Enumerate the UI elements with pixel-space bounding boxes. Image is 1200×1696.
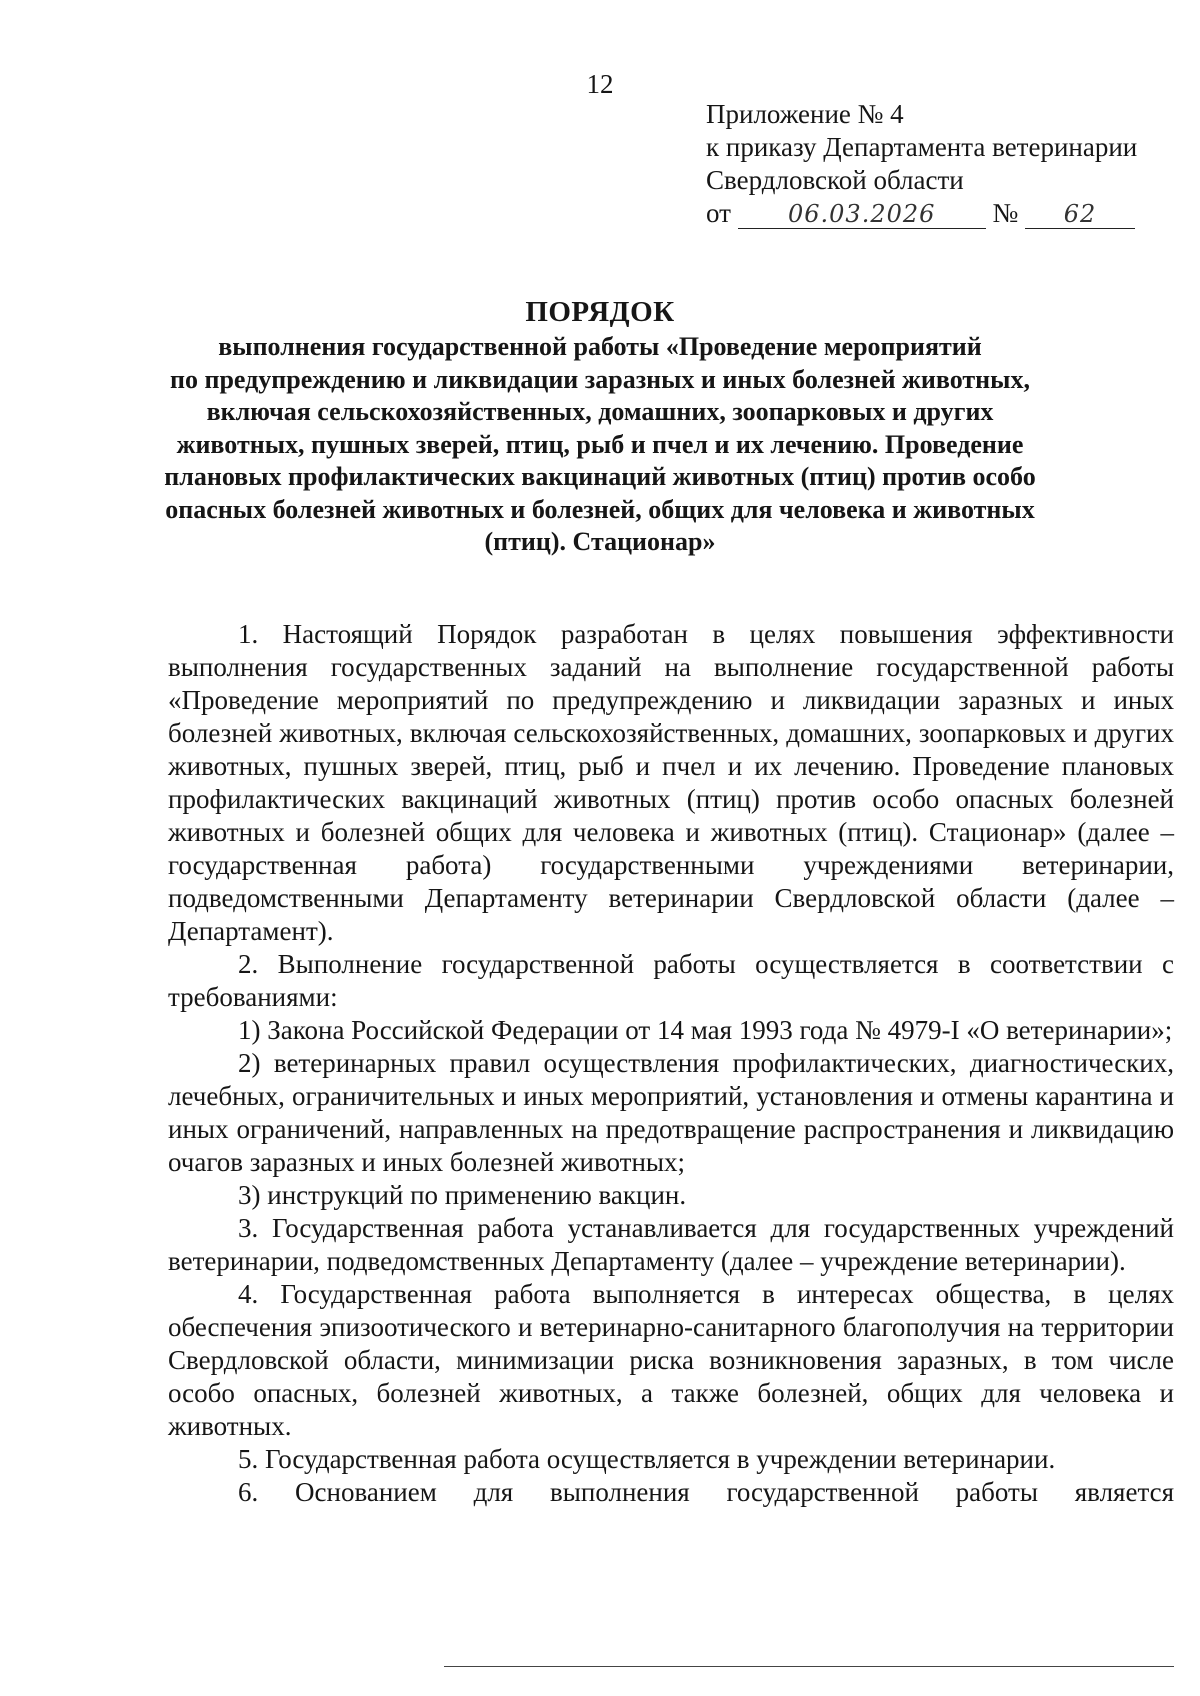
paragraph-2-requirements: 2. Выполнение государственной работы осуществляется в соответствии с требованиями: — [168, 949, 1174, 1012]
paragraph-4-interests: 4. Государственная работа выполняется в интересах общества, в целях обеспечения эпизоотического и ветеринарно-санитарного благополучия на территории Свердловской области, минимизации риска возникновения заразных, в том числе особо опасных, болезней животных, а также болезней, общих для человека и животных. — [168, 1279, 1174, 1441]
document-title-block — [150, 293, 1050, 559]
attachment-label: Приложение № 4 — [706, 99, 904, 129]
requirement-item-3: 3) инструкций по применению вакцин. — [238, 1180, 687, 1210]
document-subtitle-line: животных, пушных зверей, птиц, рыб и пчел и их лечению. Проведение — [176, 429, 1024, 459]
document-subtitle-line: по предупреждению и ликвидации заразных и иных болезней животных, — [170, 364, 1030, 394]
attachment-order-reference: к приказу Департамента ветеринарии — [706, 132, 1138, 162]
date-prefix: от — [706, 198, 731, 228]
footer-divider — [444, 1666, 1174, 1667]
document-subtitle-line: выполнения государственной работы «Проведение мероприятий — [218, 332, 982, 361]
attachment-header — [706, 98, 1176, 230]
paragraph-1-purpose: 1. Настоящий Порядок разработан в целях повышения эффективности выполнения государственных заданий на выполнение государственной работы «Проведение мероприятий по предупреждению и ликвидации заразных и иных болезней животных, включая сельскохозяйственных, домашних, зоопарковых и других животных, пушных зверей, птиц, рыб и пчел и их лечению. Проведение плановых профилактических вакцинаций животных (птиц) против особо опасных болезней животных и болезней общих для человека и животных (птиц). Стационар» (далее – государственная работа) государственными учреждениями ветеринарии, подведомственными Департаменту ветеринарии Свердловской области (далее – Департамент). — [168, 619, 1174, 946]
document-subtitle-line: опасных болезней животных и болезней, общих для человека и животных — [165, 494, 1035, 524]
order-date-number-line — [706, 197, 1176, 230]
document-title: ПОРЯДОК — [525, 296, 675, 328]
attachment-region: Свердловской области — [706, 165, 964, 195]
page-number: 12 — [586, 69, 614, 99]
paragraph-5-location: 5. Государственная работа осуществляется в учреждении ветеринарии. — [238, 1444, 1056, 1474]
handwritten-order-number: 62 — [1025, 200, 1135, 229]
requirement-item-1: 1) Закона Российской Федерации от 14 мая 1993 года № 4979-I «О ветеринарии»; — [238, 1015, 1173, 1045]
document-body — [168, 618, 1174, 1509]
paragraph-6-basis: 6. Основанием для выполнения государственной работы является — [238, 1477, 1174, 1507]
number-prefix: № — [992, 198, 1019, 228]
document-subtitle-line: (птиц). Стационар» — [484, 527, 716, 556]
document-subtitle-line: включая сельскохозяйственных, домашних, зоопарковых и других — [206, 397, 994, 426]
requirement-item-2: 2) ветеринарных правил осуществления профилактических, диагностических, лечебных, ограничительных и иных мероприятий, установления и отмены карантина и иных ограничений, направленных на предотвращение распространения и ликвидацию очагов заразных и иных болезней животных; — [168, 1048, 1174, 1177]
handwritten-date: 06.03.2026 — [738, 200, 986, 229]
document-subtitle-line: плановых профилактических вакцинаций животных (птиц) против особо — [164, 462, 1036, 491]
paragraph-3-scope: 3. Государственная работа устанавливается для государственных учреждений ветеринарии, подведомственных Департаменту (далее – учреждение ветеринарии). — [168, 1213, 1174, 1276]
